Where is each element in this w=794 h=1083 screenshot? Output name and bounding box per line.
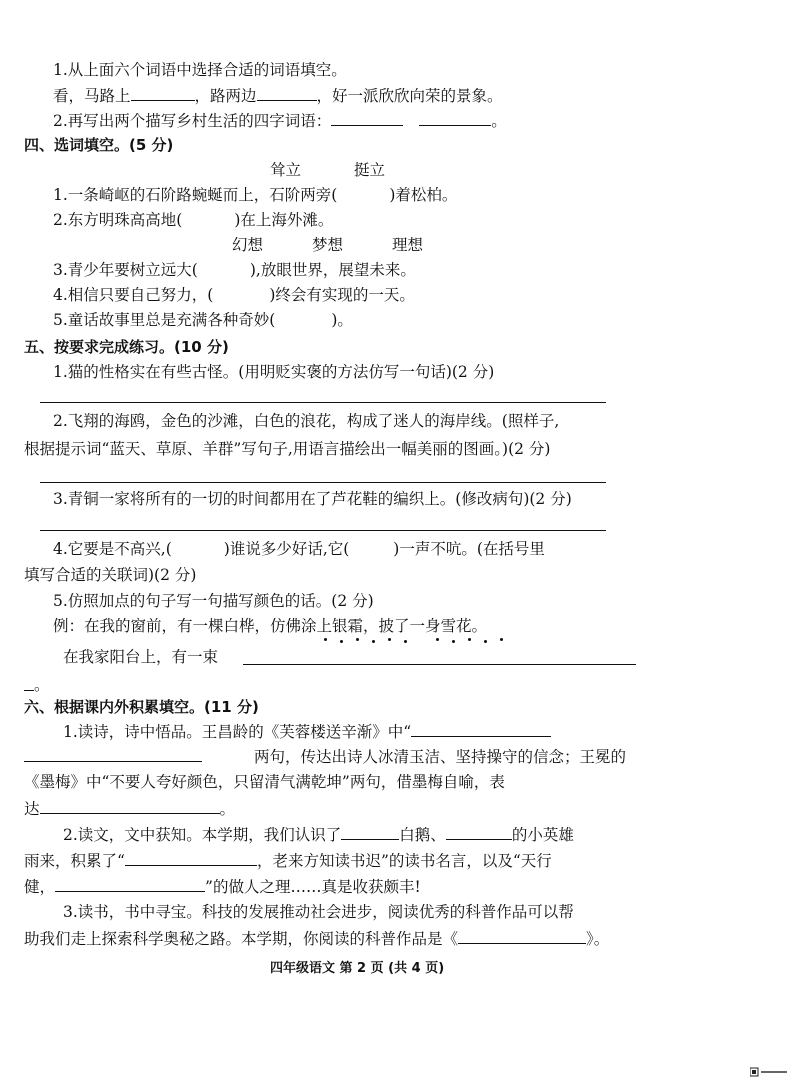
s4-q3: 3.青少年要树立远大( ),放眼世界，展望未来。 (53, 261, 416, 279)
emphasis-dot (340, 640, 343, 643)
scanner-watermark-icon (750, 1067, 788, 1077)
s3-q2-blank-2[interactable] (419, 109, 491, 126)
s4-q1: 1.一条崎岖的石阶路蜿蜒而上，石阶两旁( )着松柏。 (53, 186, 458, 204)
s5-q5-end: 。 (34, 676, 50, 694)
s6-q2-line1: 2.读文，文中获知。本学期，我们认识了 白鹅、 的小英雄 (63, 823, 574, 846)
s5-q2-answer-line[interactable] (40, 482, 606, 483)
section-6-heading: 六、根据课内外积累填空。(11 分) (24, 698, 259, 716)
s3-q1-blank-2[interactable] (257, 84, 317, 101)
s6-q3-line1: 3.读书，书中寻宝。科技的发展推动社会进步，阅读优秀的科普作品可以帮 (63, 903, 574, 921)
s5-q5-answer-line-1[interactable] (243, 664, 636, 665)
s3-q1-line: 看，马路上 ，路两边 ，好一派欣欣向荣的景象。 (53, 84, 503, 107)
s6-q2-blank-1[interactable] (341, 823, 399, 840)
s4-q4: 4.相信只要自己努力，( )终会有实现的一天。 (53, 286, 415, 304)
emphasis-dot (372, 640, 375, 643)
emphasis-dot (324, 638, 327, 641)
emphasis-dot (500, 638, 503, 641)
word-option: 挺立 (354, 161, 386, 179)
s6-q1-blank-1[interactable] (411, 720, 551, 737)
s6-q2-blank-4[interactable] (55, 875, 205, 892)
s3-q2: 2.再写出两个描写乡村生活的四字词语： 。 (53, 109, 507, 132)
s6-q1-line4: 达 。 (24, 797, 235, 820)
s5-q2-line1: 2.飞翔的海鸥，金色的沙滩，白色的浪花，构成了迷人的海岸线。(照样子, (53, 412, 560, 430)
s6-q2-blank-3[interactable] (125, 849, 257, 866)
s5-q4-line2: 填写合适的关联词)(2 分) (24, 566, 197, 584)
emphasis-dot (436, 638, 439, 641)
emphasis-dot (468, 638, 471, 641)
s5-q5: 5.仿照加点的句子写一句描写颜色的话。(2 分) (53, 592, 374, 610)
section-4-heading: 四、选词填空。(5 分) (24, 136, 174, 154)
s6-q2-blank-2[interactable] (446, 823, 512, 840)
s6-q3-blank[interactable] (458, 927, 586, 944)
s6-q1-line1: 1.读诗，诗中悟品。王昌龄的《芙蓉楼送辛渐》中“ (63, 720, 551, 743)
s6-q1-blank-2[interactable] (24, 745, 202, 762)
s6-q3-line2: 助我们走上探索科学奥秘之路。本学期，你阅读的科普作品是《 》。 (24, 927, 609, 950)
emphasis-dot (452, 640, 455, 643)
s5-q5-answer-line-2[interactable] (24, 690, 34, 691)
s5-q5-fill-prompt: 在我家阳台上，有一束 (63, 648, 219, 666)
word-option: 耸立 (270, 161, 302, 179)
emphasis-dot (484, 640, 487, 643)
s5-q3: 3.青铜一家将所有的一切的时间都用在了芦花鞋的编织上。(修改病句)(2 分) (53, 490, 572, 508)
word-option: 梦想 (312, 236, 344, 254)
s3-q2-blank-1[interactable] (331, 109, 403, 126)
emphasis-dot (404, 640, 407, 643)
s4-q2: 2.东方明珠高高地( )在上海外滩。 (53, 211, 334, 229)
word-option: 理想 (392, 236, 424, 254)
page-footer: 四年级语文 第 2 页 (共 4 页) (270, 961, 445, 976)
word-option: 幻想 (232, 236, 264, 254)
s5-q3-answer-line[interactable] (40, 530, 606, 531)
s6-q2-line2: 雨来，积累了“ ，老来方知读书迟”的读书名言，以及“天行 (24, 849, 552, 872)
section-5-heading: 五、按要求完成练习。(10 分) (24, 338, 229, 356)
s6-q2-line3: 健， ”的做人之理……真是收获颇丰! (24, 875, 421, 898)
s3-q1-prompt: 1.从上面六个词语中选择合适的词语填空。 (53, 61, 347, 79)
s6-q1-blank-3[interactable] (40, 797, 220, 814)
s6-q1-line2: 两句，传达出诗人冰清玉洁、坚持操守的信念；王冕的 (24, 745, 626, 768)
s5-q2-line2: 根据提示词“蓝天、草原、羊群”写句子,用语言描绘出一幅美丽的图画。)(2 分) (24, 440, 551, 458)
s4-q5: 5.童话故事里总是充满各种奇妙( )。 (53, 311, 353, 329)
s5-q1: 1.猫的性格实在有些古怪。(用明贬实褒的方法仿写一句话)(2 分) (53, 363, 495, 381)
s3-q1-blank-1[interactable] (131, 84, 195, 101)
s5-q1-answer-line[interactable] (40, 402, 606, 403)
emphasis-dot (356, 638, 359, 641)
s5-q4-line1: 4.它要是不高兴,( )谁说多少好话,它( )一声不吭。(在括号里 (53, 540, 545, 558)
emphasis-dot (388, 638, 391, 641)
s6-q1-line3: 《墨梅》中“不要人夸好颜色，只留清气满乾坤”两句，借墨梅自喻，表 (24, 773, 505, 791)
s5-example: 例：在我的窗前，有一棵白桦，仿佛涂上银霜，披了一身雪花。 (53, 617, 488, 635)
